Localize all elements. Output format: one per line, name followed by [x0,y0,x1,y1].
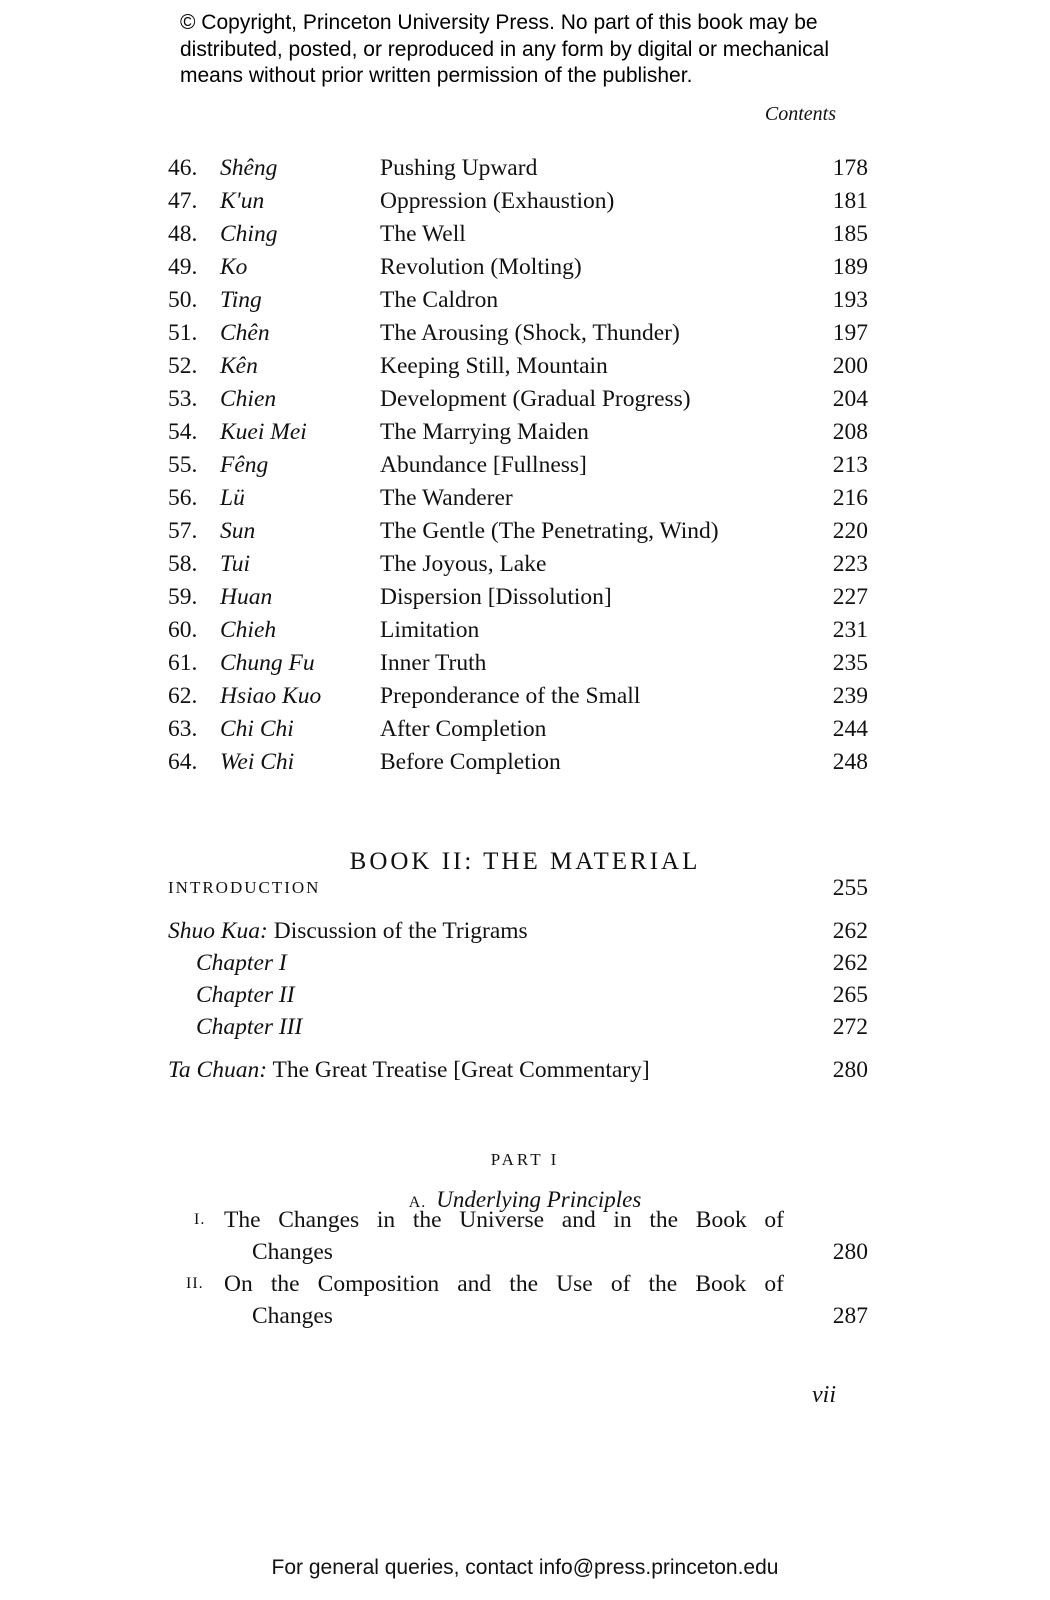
hexagram-name: Ko [220,254,248,280]
section-roman: I. [194,1211,206,1228]
hexagram-title: The Caldron [380,287,499,313]
hexagram-number: 49. [168,254,198,280]
footer-contact: For general queries, contact info@press.princeton.edu [271,1556,779,1579]
toc-page: 231 [832,617,868,643]
hexagram-row [168,680,868,713]
hexagram-row [168,581,868,614]
hexagram-row [168,284,868,317]
section-title: Underlying Principles [436,1187,642,1212]
book-title: BOOK II: THE MATERIAL [349,848,701,875]
hexagram-row [168,152,868,185]
hexagram-title: Abundance [Fullness] [380,452,587,478]
toc-shuo-kua [168,915,868,947]
toc-page: 197 [832,320,868,346]
toc-page: 244 [832,716,868,742]
hexagram-name: Fêng [220,452,269,478]
toc-label-rest: The Great Treatise [Great Commentary] [267,1057,650,1083]
hexagram-number: 46. [168,155,198,181]
hexagram-number: 51. [168,320,198,346]
hexagram-number: 53. [168,386,198,412]
hexagram-row [168,218,868,251]
hexagram-row [168,713,868,746]
hexagram-number: 50. [168,287,198,313]
hexagram-row [168,251,868,284]
hexagram-number: 57. [168,518,198,544]
hexagram-title: Oppression (Exhaustion) [380,188,615,214]
hexagram-title: Dispersion [Dissolution] [380,584,612,610]
hexagram-title: After Completion [380,716,547,742]
hexagram-list [168,152,868,779]
hexagram-name: Chi Chi [220,716,294,742]
toc-label [168,1054,650,1086]
toc-page: 239 [832,683,868,709]
toc-label: Chapter III [196,1014,303,1040]
toc-page: 213 [832,452,868,478]
hexagram-name: Hsiao Kuo [220,683,322,709]
page-folio: vii [812,1382,836,1408]
hexagram-title: The Wanderer [380,485,513,511]
toc-page: 185 [832,221,868,247]
toc-page: 204 [832,386,868,412]
hexagram-number: 48. [168,221,198,247]
hexagram-number: 58. [168,551,198,577]
toc-page: 200 [832,353,868,379]
toc-label: INTRODUCTION [168,878,321,897]
hexagram-name: Tui [220,551,251,577]
section-letter: A. [408,1194,427,1211]
toc-page: 181 [832,188,868,214]
hexagram-name: Chieh [220,617,277,643]
toc-page: 287 [832,1303,868,1329]
hexagram-title: Keeping Still, Mountain [380,353,608,379]
toc-page: 280 [832,1057,868,1083]
hexagram-number: 54. [168,419,198,445]
toc-page: 265 [832,982,868,1008]
hexagram-title: Limitation [380,617,480,643]
toc-page: 208 [832,419,868,445]
hexagram-row [168,449,868,482]
hexagram-name: Ching [220,221,278,247]
toc-chapter [168,979,868,1011]
hexagram-name: Kuei Mei [220,419,307,445]
toc-page: 262 [832,950,868,976]
hexagram-row [168,482,868,515]
copyright-line-1: © Copyright, Princeton University Press. No part of this book may be [180,11,818,34]
hexagram-title: Development (Gradual Progress) [380,386,691,412]
hexagram-number: 56. [168,485,198,511]
section-line-1: On the Composition and the Use of the Book of [224,1271,784,1297]
hexagram-number: 60. [168,617,198,643]
section-roman: II. [186,1275,204,1292]
hexagram-number: 55. [168,452,198,478]
copyright-notice [180,10,900,90]
toc-chapter [168,1011,868,1043]
toc-page: 189 [832,254,868,280]
section-line-1: The Changes in the Universe and in the Book of [224,1207,784,1233]
toc-page: 223 [832,551,868,577]
hexagram-row [168,383,868,416]
toc-page: 227 [832,584,868,610]
hexagram-name: Chien [220,386,277,412]
hexagram-title: The Arousing (Shock, Thunder) [380,320,680,346]
toc-page: 248 [832,749,868,775]
hexagram-name: Kên [220,353,258,379]
toc-page: 178 [832,155,868,181]
hexagram-row [168,317,868,350]
hexagram-name: Sun [220,518,256,544]
hexagram-row [168,515,868,548]
hexagram-row [168,416,868,449]
hexagram-name: Huan [220,584,273,610]
hexagram-name: Wei Chi [220,749,295,775]
hexagram-number: 52. [168,353,198,379]
toc-label: Chapter I [196,950,287,976]
hexagram-row [168,350,868,383]
hexagram-number: 62. [168,683,198,709]
running-head: Contents [764,103,836,125]
hexagram-number: 59. [168,584,198,610]
toc-label: Chapter II [196,982,295,1008]
toc-page: 193 [832,287,868,313]
toc-page: 272 [832,1014,868,1040]
hexagram-title: Inner Truth [380,650,487,676]
hexagram-number: 47. [168,188,198,214]
hexagram-name: Chung Fu [220,650,315,676]
hexagram-title: Revolution (Molting) [380,254,582,280]
toc-page: 255 [832,875,868,901]
toc-label [168,915,528,947]
hexagram-name: Ting [220,287,262,313]
hexagram-row [168,548,868,581]
toc-page: 235 [832,650,868,676]
hexagram-name: Shêng [220,155,278,181]
hexagram-title: Pushing Upward [380,155,538,181]
hexagram-title: Before Completion [380,749,561,775]
hexagram-row [168,746,868,779]
toc-label-rest: Discussion of the Trigrams [267,918,528,944]
hexagram-title: The Gentle (The Penetrating, Wind) [380,518,719,544]
section-line-2: Changes [252,1239,333,1265]
hexagram-name: Chên [220,320,270,346]
toc-page: 262 [832,918,868,944]
hexagram-title: The Well [380,221,466,247]
toc-page: 220 [832,518,868,544]
toc-introduction [168,872,868,904]
hexagram-title: The Marrying Maiden [380,419,589,445]
copyright-line-3: means without prior written permission of the publisher. [180,64,693,87]
hexagram-number: 63. [168,716,198,742]
hexagram-number: 64. [168,749,198,775]
toc-label-italic: Shuo Kua: [168,918,268,944]
hexagram-name: Lü [220,485,245,511]
toc-page: 216 [832,485,868,511]
toc-ta-chuan [168,1054,868,1086]
hexagram-title: The Joyous, Lake [380,551,547,577]
hexagram-name: K'un [220,188,265,214]
hexagram-row [168,647,868,680]
hexagram-number: 61. [168,650,198,676]
toc-page: 280 [832,1239,868,1265]
hexagram-row [168,185,868,218]
hexagram-title: Preponderance of the Small [380,683,641,709]
part-heading: PART I [490,1150,560,1169]
toc-chapter [168,947,868,979]
toc-label-italic: Ta Chuan: [168,1057,268,1083]
hexagram-row [168,614,868,647]
section-line-2: Changes [252,1303,333,1329]
copyright-line-2: distributed, posted, or reproduced in any form by digital or mechanical [180,37,830,61]
